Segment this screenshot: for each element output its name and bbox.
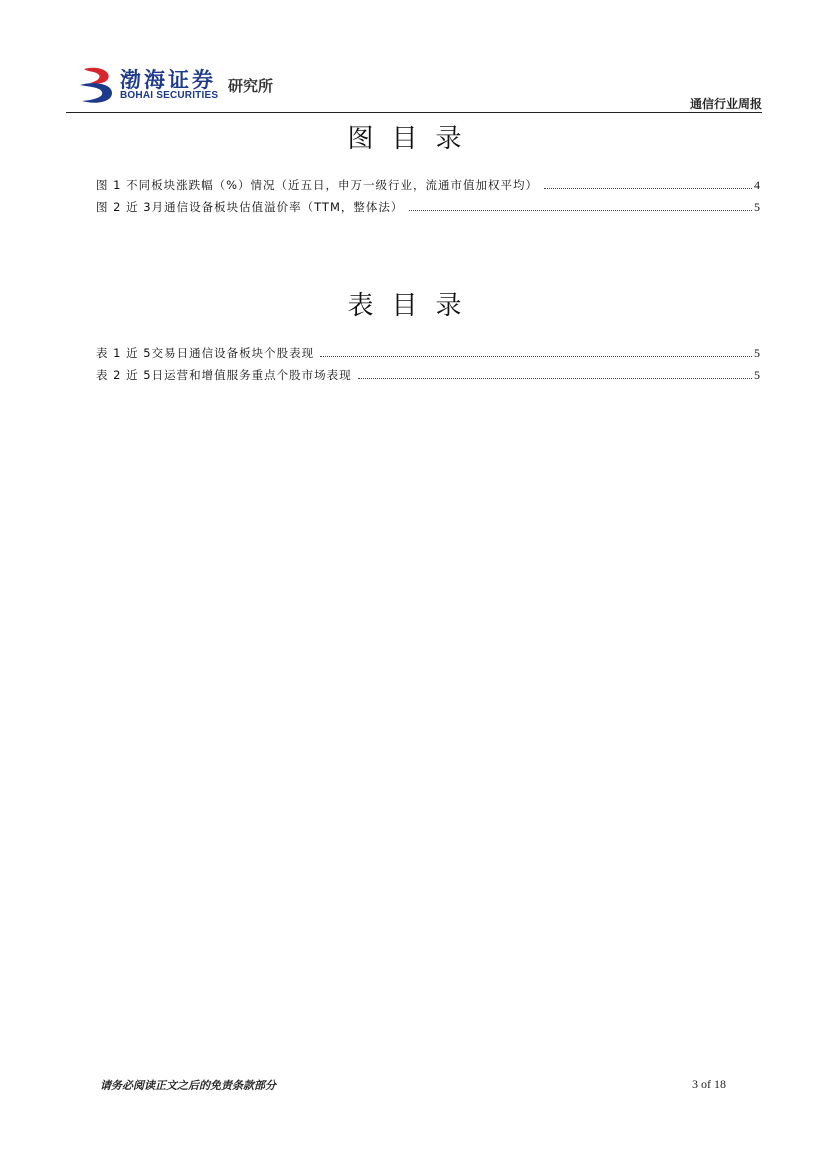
toc-leader-dots [358, 378, 752, 379]
figure-toc-list [96, 177, 760, 221]
toc-entry-label: 表 2 近 5日运营和增值服务重点个股市场表现 [96, 368, 352, 382]
toc-leader-dots [409, 210, 752, 211]
toc-leader-dots [320, 356, 752, 357]
logo-english-name: BOHAI SECURITIES [120, 90, 219, 101]
footer-disclaimer: 请务必阅读正文之后的免责条款部分 [100, 1079, 276, 1092]
toc-entry-page: 5 [754, 368, 760, 382]
table-toc-list [96, 345, 760, 389]
logo-institute: 研究所 [228, 77, 274, 95]
toc-entry[interactable] [96, 345, 760, 367]
figure-toc-title: 图目录 [347, 124, 480, 154]
toc-entry-page: 4 [754, 178, 760, 192]
page-number: 3 of 18 [692, 1077, 726, 1091]
toc-entry-page: 5 [754, 346, 760, 360]
report-type: 通信行业周报 [689, 97, 762, 111]
toc-entry[interactable] [96, 177, 760, 199]
logo-chinese-name: 渤海证券 [120, 68, 216, 92]
toc-leader-dots [544, 188, 752, 189]
toc-entry[interactable] [96, 367, 760, 389]
toc-entry-label: 表 1 近 5交易日通信设备板块个股表现 [96, 346, 315, 360]
toc-entry-label: 图 2 近 3月通信设备板块估值溢价率（TTM，整体法） [96, 200, 404, 214]
toc-entry[interactable] [96, 199, 760, 221]
table-toc-title: 表目录 [347, 291, 480, 321]
header-divider [66, 112, 762, 113]
toc-entry-label: 图 1 不同板块涨跌幅（%）情况（近五日，申万一级行业，流通市值加权平均） [96, 178, 539, 192]
page-header [66, 60, 762, 114]
toc-entry-page: 5 [754, 200, 760, 214]
bohai-logo-icon [78, 65, 114, 105]
